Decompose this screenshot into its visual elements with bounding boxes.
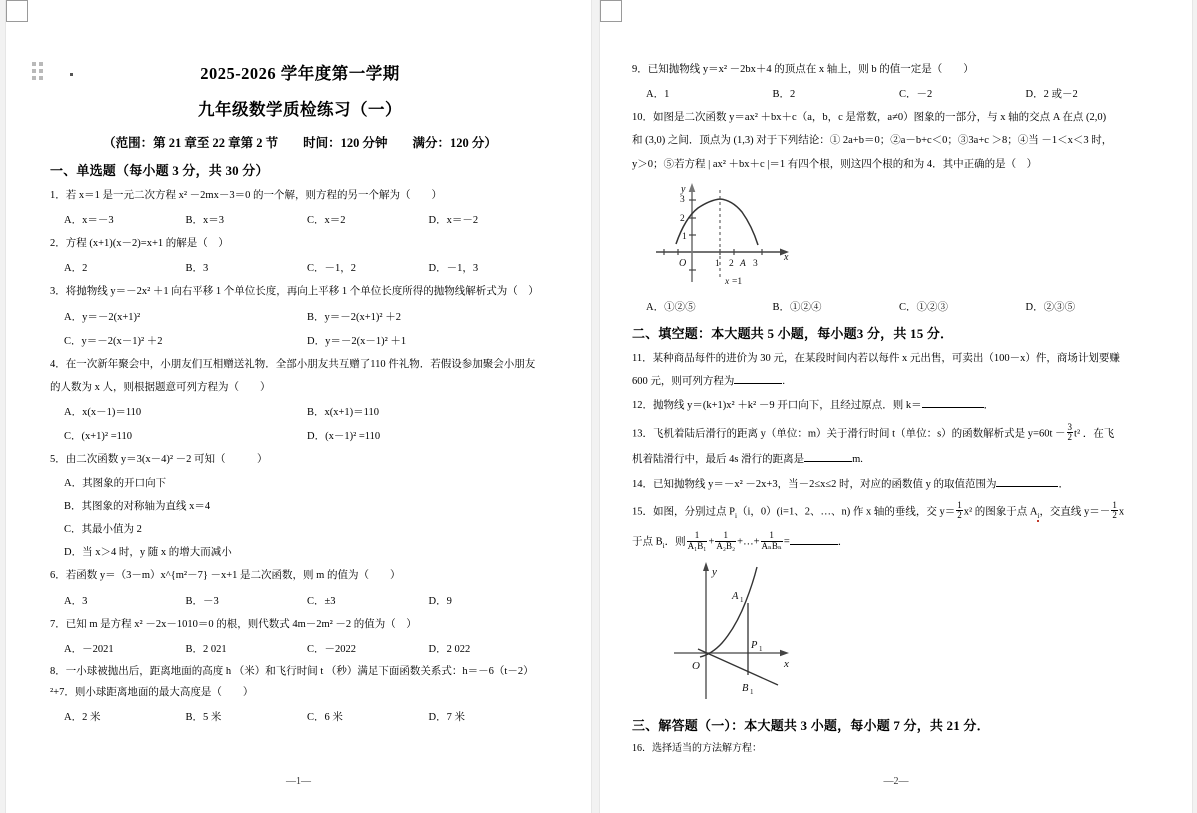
option-c[interactable]: C．－2022 [307, 643, 357, 655]
answer-blank-12[interactable] [922, 407, 984, 408]
question-9-options [632, 86, 1152, 101]
option-d[interactable]: D．(x－1)² =110 [307, 431, 381, 443]
option-d[interactable]: D．y＝－2(x－1)² ＋1 [307, 335, 407, 347]
subscript-i-2: i [1037, 511, 1040, 520]
question-5-stem: 5．由二次函数 y＝3(x－4)² －2 可知（ ） [50, 454, 268, 466]
question-13-line1 [632, 423, 1152, 443]
option-d[interactable]: D．x＝－2 [428, 215, 479, 227]
section-heading-2: 二、填空题：本大题共 5 小题，每小题3 分，共 15 分． [632, 325, 954, 341]
option-c[interactable]: C．±3 [307, 595, 336, 607]
question-10-line2: 和 (3,0) 之间．顶点为 (1,3) 对于下列结论：① 2a+b＝0；②a－b+c＜0；③3a+c ＞8；④当 －1＜x＜3 时， [632, 135, 1113, 147]
fraction-one-half-a [956, 501, 963, 521]
svg-text:1: 1 [715, 258, 720, 269]
question-10-line3: y＞0；⑤若方程 | ax² ＋bx＋c |＝1 有四个根，则这四个根的和为 4．其中正确的是（ ） [632, 158, 1038, 170]
plus-sign-1: + [708, 536, 715, 548]
question-15-text-a: 15．如图，分别过点 P [632, 506, 735, 518]
option-b[interactable]: B．3 [185, 263, 209, 275]
question-15-text-g: ．则 [664, 536, 686, 548]
option-a[interactable]: A．x(x－1)＝110 [64, 407, 142, 419]
section-heading-3: 三、解答题（一）：本大题共 3 小题，每小题 7 分，共 21 分． [632, 718, 990, 734]
option-a[interactable]: A．2 [64, 263, 88, 275]
fraction-term-1: $\frac{1}{\text{A₁B₁}}$ [687, 530, 707, 551]
answer-blank-13[interactable] [804, 461, 852, 462]
option-a[interactable]: A．2 米 [64, 712, 101, 724]
question-15-text-b: （i，0）(i=1、2、…、n) 作 x 轴的垂线，交 y＝ [736, 506, 956, 518]
equals-sign: = [783, 536, 790, 548]
option-c[interactable]: C．－1，2 [307, 263, 357, 275]
option-c[interactable]: C．①②③ [899, 301, 949, 313]
paper-title-line3: （范围：第 21 章至 22 章第 2 节 时间：120 分钟 满分：120 分） [103, 136, 497, 150]
option-d[interactable]: D．7 米 [428, 712, 465, 724]
subscript-i: i [734, 511, 737, 520]
option-a[interactable]: A．y＝－2(x+1)² [64, 311, 141, 323]
answer-blank-11[interactable] [734, 383, 782, 384]
svg-text:2: 2 [680, 213, 685, 224]
question-16-stem: 16．选择适当的方法解方程： [632, 743, 762, 755]
option-d[interactable]: D．②③⑤ [1025, 301, 1076, 313]
question-13-text-b: t² ．在飞 [1074, 428, 1115, 440]
question-15-text-e: x [1118, 506, 1125, 518]
fraction-denominator: A₂B₂ [716, 540, 736, 551]
option-b[interactable]: B．x(x+1)＝110 [307, 407, 380, 419]
question-8-options [50, 709, 550, 724]
question-12-text: 12．抛物线 y＝(k+1)x² ＋k² －9 开口向下，且经过原点．则 k＝ [632, 400, 922, 412]
question-13-text-a: 13．飞机着陆后滑行的距离 y（单位：m）关于滑行时间 t（单位：s）的函数解析式是 y=60t － [632, 428, 1066, 440]
fraction-term-2: $\frac{1}{\text{A₂B₂}}$ [716, 530, 736, 551]
option-a[interactable]: A．1 [646, 89, 670, 101]
option-c[interactable]: C．(x+1)² =110 [64, 431, 132, 443]
question-3-stem: 3．将抛物线 y＝－2x² ＋1 向右平移 1 个单位长度，再向上平移 1 个单位长度所得的抛物线解析式为（ ） [50, 286, 539, 298]
subscript-i-3: i [662, 541, 665, 550]
question-14-period: ． [1058, 478, 1069, 490]
answer-blank-14[interactable] [996, 486, 1058, 487]
question-12-line: 12．抛物线 y＝(k+1)x² ＋k² －9 开口向下，且经过原点．则 k＝ ． [632, 400, 995, 412]
drag-handle-icon[interactable] [32, 62, 45, 82]
question-4-options-row1 [50, 404, 550, 419]
paper-title-line2: 九年级数学质检练习（一） [198, 100, 402, 119]
svg-text:y: y [681, 183, 686, 195]
option-b[interactable]: B．2 021 [185, 643, 227, 655]
svg-text:A: A [740, 258, 746, 269]
question-11-line1: 11．某种商品每件的进价为 30 元，在某段时间内若以每件 x 元出售，可卖出（100－x）件，商场计划要赚 [632, 352, 1120, 364]
svg-text:1: 1 [682, 231, 687, 242]
fraction-three-halves [1067, 423, 1074, 443]
fraction-numerator: 3 [1067, 421, 1073, 432]
svg-text:=1: =1 [732, 276, 743, 287]
svg-text:1: 1 [740, 596, 744, 605]
option-c[interactable]: C．6 米 [307, 712, 343, 724]
svg-text:3: 3 [753, 258, 758, 269]
fraction-denominator: A₁B₁ [687, 540, 707, 551]
fraction-denominator: 2 [1112, 510, 1117, 521]
option-a[interactable]: A．x＝－3 [64, 215, 114, 227]
question-15-text-c: x² 的图象于点 A [963, 506, 1038, 518]
svg-text:x: x [784, 658, 789, 671]
fraction-one-half-b [1111, 501, 1118, 521]
question-13-unit: m. [852, 454, 863, 466]
page-left [6, 0, 591, 813]
question-14-text: 14．已知抛物线 y＝－x² －2x+3，当－2≤x≤2 时，对应的函数值 y 的取值范围为 [632, 478, 997, 490]
svg-text:B: B [742, 683, 749, 695]
page-right [600, 0, 1192, 813]
parabola-graph [650, 178, 800, 293]
figure-2-container [632, 557, 1152, 707]
svg-text:P: P [751, 640, 758, 652]
question-4-stem-line1: 4．在一次新年聚会中，小朋友们互相赠送礼物．全部小朋友共互赠了110 件礼物．若假设参加聚会小朋友 [50, 358, 536, 370]
svg-text:1: 1 [750, 688, 754, 697]
svg-text:A: A [732, 591, 739, 603]
option-b[interactable]: B．y＝－2(x+1)² ＋2 [307, 311, 401, 323]
question-15-text-d: ，交直线 y＝－ [1039, 506, 1111, 518]
question-5-option-b[interactable]: B．其图象的对称轴为直线 x＝4 [64, 501, 211, 513]
question-7-stem: 7．已知 m 是方程 x² －2x－1010＝0 的根，则代数式 4m－2m² －2 的值为（ ） [50, 618, 417, 630]
question-8-stem-line2: ²+7．则小球距离地面的最大高度是（ ） [50, 686, 254, 698]
page-right-body [632, 46, 1152, 757]
option-b[interactable]: B．①②④ [772, 301, 822, 313]
question-5-option-d[interactable]: D．当 x＞4 时，y 随 x 的增大而减小 [64, 547, 232, 559]
paper-title-line1: 2025-2026 学年度第一学期 [200, 64, 400, 83]
fraction-numerator: 1 [1112, 499, 1117, 510]
crop-mark-bottom-right [6, 0, 28, 22]
option-c[interactable]: C．y＝－2(x－1)² ＋2 [64, 335, 163, 347]
question-4-options-row2 [50, 428, 550, 443]
question-7-options [50, 641, 550, 656]
svg-text:x: x [784, 251, 789, 263]
fraction-term-n: $\frac{1}{\text{AₙBₙ}}$ [761, 530, 782, 551]
question-13-text-c: 机着陆滑行中，最后 4s 滑行的距离是 [632, 454, 805, 466]
fraction-numerator: 1 [957, 499, 962, 510]
question-2-stem: 2．方程 (x+1)(x－2)=x+1 的解是（ ） [50, 238, 229, 250]
parabola-line-graph [660, 557, 860, 707]
option-d[interactable]: D．9 [428, 595, 452, 607]
question-2-options [50, 260, 550, 275]
crop-mark-bottom-right [600, 0, 622, 22]
option-b[interactable]: B．2 [772, 89, 796, 101]
page-left-body [50, 42, 550, 724]
question-8-stem-line1: 8．一小球被抛出后，距离地面的高度 h （米）和飞行时间 t （秒）满足下面函数关系式：h＝－6（t－2） [50, 665, 534, 677]
question-5-option-c[interactable]: C．其最小值为 2 [64, 524, 142, 536]
answer-blank-15[interactable] [790, 544, 838, 545]
section-heading-1: 一、单选题（每小题 3 分，共 30 分） [50, 163, 269, 178]
svg-text:y: y [712, 566, 717, 579]
fraction-denominator: AₙBₙ [761, 540, 782, 551]
option-d[interactable]: D．－1，3 [428, 263, 479, 275]
question-15-line1 [632, 501, 1152, 521]
svg-text:x: x [725, 276, 730, 287]
question-1-stem: 1．若 x＝1 是一元二次方程 x² －2mx－3＝0 的一个解，则方程的另一个解为（ ） [50, 190, 442, 201]
question-1-options [50, 212, 550, 227]
question-11-line2: 600 元，则可列方程为 . [632, 376, 785, 388]
option-a[interactable]: A．－2021 [64, 643, 114, 655]
question-3-options-row1 [50, 309, 550, 324]
question-10-options [632, 299, 1152, 314]
question-6-stem: 6．若函数 y＝（3－m）x^{m²－7} －x+1 是二次函数，则 m 的值为（ ） [50, 570, 401, 582]
option-b[interactable]: B．－3 [185, 595, 219, 607]
ellipsis-plus: +…+ [737, 536, 760, 548]
question-9-stem: 9．已知抛物线 y＝x² －2bx＋4 的顶点在 x 轴上，则 b 的值一定是（ ） [632, 64, 974, 75]
svg-text:2: 2 [729, 258, 734, 269]
svg-text:O: O [679, 257, 687, 269]
option-a[interactable]: A．①②⑤ [646, 301, 696, 313]
option-a[interactable]: A．3 [64, 595, 88, 607]
svg-text:O: O [692, 660, 700, 673]
option-b[interactable]: B．5 米 [185, 712, 222, 724]
question-5-option-a[interactable]: A．其图象的开口向下 [64, 478, 167, 490]
svg-text:1: 1 [759, 645, 763, 654]
question-15-text-f: 于点 B [632, 536, 663, 548]
question-13-line2 [632, 452, 1152, 467]
question-15-line2: 于点 $B_i$．则 $\frac{1}{\text{A₁B₁}}$ + $\frac{1}{\text{A₂B₂}}$ +…+ $\frac{1}{\text{AₙBₙ}}$ = ． [632, 530, 849, 551]
fraction-denominator: 2 [957, 510, 962, 521]
question-10-line1: 10．如图是二次函数 y＝ax² ＋bx＋c（a，b，c 是常数，a≠0）图象的一部分，与 x 轴的交点 A 在点 (2,0) [632, 112, 1107, 124]
question-4-stem-line2: 的人数为 x 人，则根据题意可列方程为（ ） [50, 381, 271, 393]
figure-1-container [632, 178, 1152, 293]
svg-text:3: 3 [680, 194, 685, 205]
option-c[interactable]: C．x＝2 [307, 215, 346, 227]
option-d[interactable]: D．2 022 [428, 643, 471, 655]
question-6-options [50, 593, 550, 608]
option-c[interactable]: C．－2 [899, 89, 933, 101]
page-number-right: —2— [883, 776, 909, 787]
question-3-options-row2 [50, 333, 550, 348]
fraction-denominator: 2 [1067, 432, 1073, 442]
option-d[interactable]: D．2 或－2 [1025, 89, 1078, 101]
question-14-line [632, 477, 1152, 492]
question-11-text: 600 元，则可列方程为 [632, 376, 735, 388]
option-b[interactable]: B．x＝3 [185, 215, 225, 227]
page-number-left: —1— [286, 776, 311, 787]
